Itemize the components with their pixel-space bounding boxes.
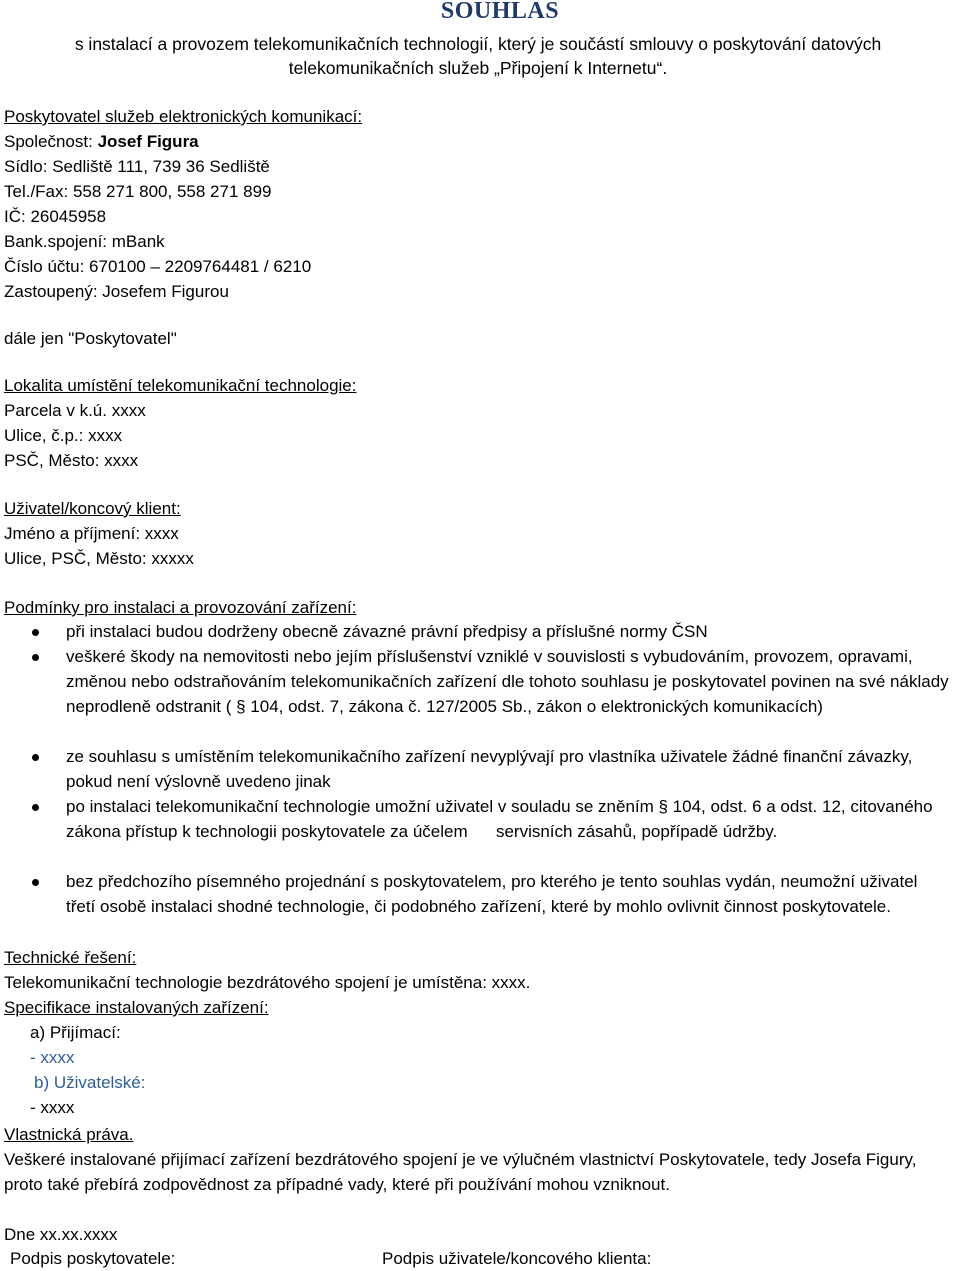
condition-item: [4, 644, 960, 744]
location-street: Ulice, č.p.: xxxx: [4, 426, 123, 445]
condition-text: bez předchozího písemného projednání s poskytovatelem, pro kterého je tento souhlas vydán, neumožní uživatel třetí osobě instalaci shodné technologie, či podobného zařízení, které by mohlo ovlivnit činnost poskytovatele.: [66, 872, 918, 916]
user-name: Jméno a příjmení: xxxx: [4, 524, 179, 543]
provider-alias-section: [4, 326, 954, 351]
specification-heading: Specifikace instalovaných zařízení:: [4, 998, 269, 1017]
provider-bank: Bank.spojení: mBank: [4, 232, 165, 251]
provider-account: Číslo účtu: 670100 – 2209764481 / 6210: [4, 257, 312, 276]
bullet-icon: [32, 879, 39, 886]
document-intro: s instalací a provozem telekomunikačních technologií, který je součástí smlouvy o poskytování datových telekomunikačních služeb „Připojení k Internetu“.: [74, 34, 882, 78]
conditions-heading: Podmínky pro instalaci a provozování zařízení:: [4, 598, 357, 617]
technical-heading: Technické řešení:: [4, 948, 137, 967]
conditions-list: [4, 619, 960, 944]
condition-item: [4, 794, 960, 869]
provider-company: [4, 129, 954, 154]
ownership-text: Veškeré instalované přijímací zařízení bezdrátového spojení je ve výlučném vlastnictví Poskytovatele, tedy Josefa Figury, proto také přebírá zodpovědnost za případné vady, které při používání mohou vzniknout.: [4, 1150, 917, 1194]
provider-phone: Tel./Fax: 558 271 800, 558 271 899: [4, 182, 272, 201]
bullet-icon: [32, 754, 39, 761]
bullet-icon: [32, 804, 39, 811]
technical-text: Telekomunikační technologie bezdrátového spojení je umístěna: xxxx.: [4, 973, 531, 992]
provider-alias: dále jen "Poskytovatel": [4, 329, 177, 348]
specification-a-value: - xxxx: [30, 1048, 75, 1067]
location-section: [4, 373, 954, 473]
user-address: Ulice, PSČ, Město: xxxxx: [4, 549, 194, 568]
ownership-heading: Vlastnická práva.: [4, 1125, 134, 1144]
bullet-icon: [32, 654, 39, 661]
provider-heading: Poskytovatel služeb elektronických komunikací:: [4, 107, 363, 126]
condition-item: [4, 619, 960, 644]
ownership-section: [4, 1122, 944, 1197]
date-section: [4, 1222, 954, 1247]
condition-text: veškeré škody na nemovitosti nebo jejím příslušenství vzniklé v souvislosti s vybudováním, provozem, opravami, změnou nebo odstraňováním telekomunikačních zařízení dle tohoto souhlasu je poskytovatel povinen na své náklady neprodleně odstranit ( § 104, odst. 7, zákona č. 127/2005 Sb., zákon o elektronických komunikacích): [66, 647, 949, 716]
provider-represented: Zastoupený: Josefem Figurou: [4, 282, 229, 301]
location-parcel: Parcela v k.ú. xxxx: [4, 401, 146, 420]
condition-text: při instalaci budou dodrženy obecně závazné právní předpisy a příslušné normy ČSN: [66, 622, 708, 641]
specification-a-label: a) Přijímací:: [30, 1023, 121, 1042]
provider-section: [4, 104, 954, 304]
signature-user: Podpis uživatele/koncového klienta:: [382, 1249, 652, 1268]
technical-section: [4, 945, 954, 995]
provider-company-label: Společnost:: [4, 132, 98, 151]
condition-text: po instalaci telekomunikační technologie umožní uživatel v souladu se zněním § 104, odst. 6 a odst. 12, citovaného zákona přístup k technologii poskytovatele za účelem servisních zásahů, popřípadě údržby.: [66, 797, 938, 841]
conditions-section: [4, 595, 954, 620]
document-title: SOUHLAS: [440, 0, 560, 24]
provider-ico: IČ: 26045958: [4, 207, 107, 226]
location-city: PSČ, Město: xxxx: [4, 451, 139, 470]
user-section: [4, 496, 954, 571]
specification-b-value: - xxxx: [30, 1098, 75, 1117]
signature-provider: Podpis poskytovatele:: [10, 1249, 176, 1268]
user-heading: Uživatel/koncový klient:: [4, 499, 181, 518]
specification-b-label: b) Uživatelské:: [34, 1073, 146, 1092]
condition-item: [4, 744, 960, 794]
location-heading: Lokalita umístění telekomunikační technologie:: [4, 376, 357, 395]
condition-text: ze souhlasu s umístěním telekomunikačního zařízení nevyplývají pro vlastníka uživatele žádné finanční závazky, pokud není výslovně uvedeno jinak: [66, 747, 913, 791]
provider-company-name: Josef Figura: [97, 132, 199, 151]
bullet-icon: [32, 629, 39, 636]
condition-item: [4, 869, 960, 944]
provider-seat: Sídlo: Sedliště 111, 739 36 Sedliště: [4, 157, 270, 176]
document-date: Dne xx.xx.xxxx: [4, 1225, 118, 1244]
specification-section: [4, 995, 954, 1120]
